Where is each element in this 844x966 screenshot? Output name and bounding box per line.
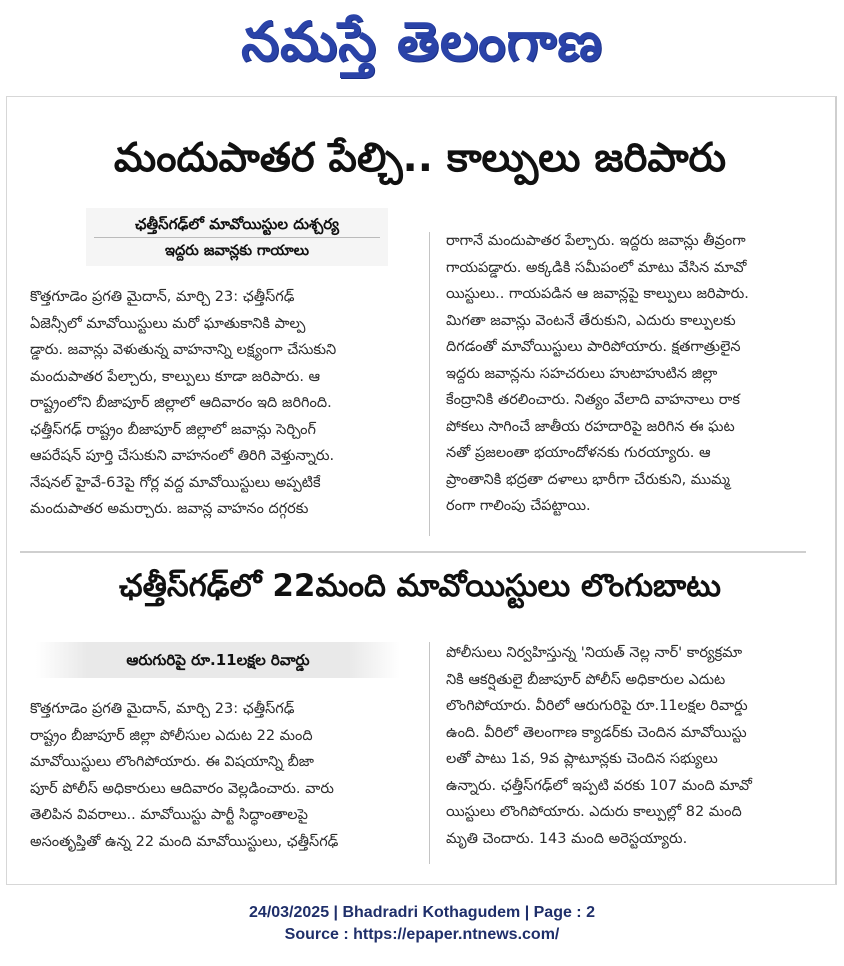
text-line: ప్రాంతానికి భద్రతా దళాలు భారీగా చేరుకుని, ముమ్మ [446, 471, 730, 488]
article1-subhead-line2: ఇద్దరు జవాన్లకు గాయాలు [164, 243, 309, 259]
text-line: రాగానే మందుపాతర పేల్చారు. ఇద్దరు జవాన్లు తీవ్రంగా [446, 233, 746, 249]
article1-subhead-line1: ఛత్తీస్‌గఢ్‌లో మావోయిస్టుల దుశ్చర్య [94, 208, 380, 238]
text-line: ఉంది. వీరిలో తెలంగాణ క్యాడర్‌కు చెందిన మావోయిస్టు [446, 724, 747, 741]
article2-column-right [446, 640, 816, 852]
text-line: నతో ప్రజలంతా భయాందోళనకు గురయ్యారు. ఆ [446, 445, 711, 461]
text-line: కొత్తగూడెం ప్రగతి మైదాన్, మార్చి 23: ఛత్తీస్‌గఢ్ [30, 289, 295, 305]
text-line: యిస్టులు.. గాయపడిన ఆ జవాన్లపై కాల్పులు జరిపారు. [446, 286, 749, 302]
text-line: మృతి చెందారు. 143 మంది అరెస్టయ్యారు. [446, 830, 688, 847]
article2-headline: ఛత్తీస్‌గఢ్‌లో 22మంది మావోయిస్టులు లొంగుబాటు [119, 568, 721, 604]
text-line: ఛత్తీస్‌గఢ్ రాష్ట్రం బీజాపూర్ జిల్లాలో జవాన్లు సెర్చింగ్ [30, 421, 316, 438]
article2-column-left [30, 696, 412, 855]
text-line: ఇద్దరు జవాన్లను సహచరులు హుటాహుటిన జిల్లా [446, 365, 718, 382]
text-line: గాయపడ్డారు. అక్కడికి సమీపంలో మాటు వేసిన మావో [446, 259, 747, 276]
footer-source-link[interactable]: Source : https://epaper.ntnews.com/ [284, 926, 560, 943]
text-line: లొంగిపోయారు. వీరిలో ఆరుగురిపై రూ.11లక్షల రివార్డు [446, 698, 748, 714]
text-line: దిగడంతో మావోయిస్టులు పారిపోయారు. క్షతగాత్రులైన [446, 339, 741, 355]
column-divider [429, 642, 430, 864]
masthead [0, 0, 844, 90]
text-line: యిస్టులు లొంగిపోయారు. ఎదురు కాల్పుల్లో 82 మంది [446, 804, 742, 820]
text-line: లతో పాటు 1వ, 9వ ప్లాటూన్లకు చెందిన సభ్యులు [446, 751, 718, 767]
article1-subhead-box [86, 208, 388, 266]
text-line: రంగా గాలింపు చేపట్టాయి. [446, 498, 591, 514]
text-line: రాష్ట్రంలోని బీజాపూర్ జిల్లాలో ఆదివారం ఇది జరిగింది. [30, 395, 332, 411]
text-line: రాష్ట్రం బీజాపూర్ జిల్లా పోలీసుల ఎదుట 22 మంది [30, 727, 313, 744]
article1-headline: మందుపాతర పేల్చి.. కాల్పులు జరిపారు [113, 135, 727, 181]
text-line: ఏజెన్సీలో మావోయిస్టులు మరో ఘాతుకానికి పాల్ప [30, 315, 306, 332]
article2-subhead: ఆరుగురిపై రూ.11లక్షల రివార్డు [36, 642, 400, 678]
article1-column-right [446, 228, 816, 520]
text-line: కొత్తగూడెం ప్రగతి మైదాన్, మార్చి 23: ఛత్తీస్‌గఢ్ [30, 701, 295, 717]
text-line: మందుపాతర పేల్చారు, కాల్పులు కూడా జరిపారు. ఆ [30, 368, 321, 385]
text-line: నేషనల్ హైవే-63పై గోర్ల వద్ద మావోయిస్టులు అప్పటికే [30, 474, 321, 491]
text-line: పూర్ పోలీస్ అధికారులు ఆదివారం వెల్లడించారు. వారు [30, 780, 334, 797]
masthead-logo-title: నమస్తే తెలంగాణ [241, 9, 603, 73]
text-line: కేంద్రానికి తరలించారు. నిత్యం వేలాది వాహనాలు రాక [446, 392, 740, 408]
footer-date-edition: 24/03/2025 | Bhadradri Kothagudem | Page : 2 [249, 904, 595, 921]
text-line: తెలిపిన వివరాలు.. మావోయిస్టు పార్టీ సిద్ధాంతాలపై [30, 807, 308, 823]
text-line: మావోయిస్టులు లొంగిపోయారు. ఈ విషయాన్ని బీజా [30, 754, 314, 770]
text-line: అసంతృప్తితో ఉన్న 22 మంది మావోయిస్టులు, ఛత్తీస్‌గఢ్ [30, 833, 339, 850]
text-line: పోకలు సాగించే జాతీయ రహదారిపై జరిగిన ఈ ఘట [446, 418, 735, 435]
article1-column-left [30, 284, 412, 523]
text-line: మిగతా జవాన్లు వెంటనే తేరుకుని, ఎదురు కాల్పులకు [446, 312, 736, 329]
text-line: పోలీసులు నిర్వహిస్తున్న 'నియత్ నెల్ల నార్' కార్యక్రమా [446, 645, 743, 661]
text-line: డ్డారు. జవాన్లు వెళుతున్న వాహనాన్ని లక్ష్యంగా చేసుకుని [30, 342, 337, 358]
page-footer [0, 902, 844, 946]
column-divider [429, 232, 430, 536]
text-line: మందుపాతర అమర్చారు. జవాన్ల వాహనం దగ్గరకు [30, 501, 309, 517]
text-line: నికి ఆకర్షితులై బీజాపూర్ పోలీస్ అధికారుల ఎదుట [446, 671, 726, 688]
text-line: ఆపరేషన్ పూర్తి చేసుకుని వాహనంలో తిరిగి వెళ్తున్నారు. [30, 448, 335, 464]
section-divider [20, 551, 806, 553]
text-line: ఉన్నారు. ఛత్తీస్‌గఢ్‌లో ఇప్పటి వరకు 107 మంది మావో [446, 777, 752, 794]
